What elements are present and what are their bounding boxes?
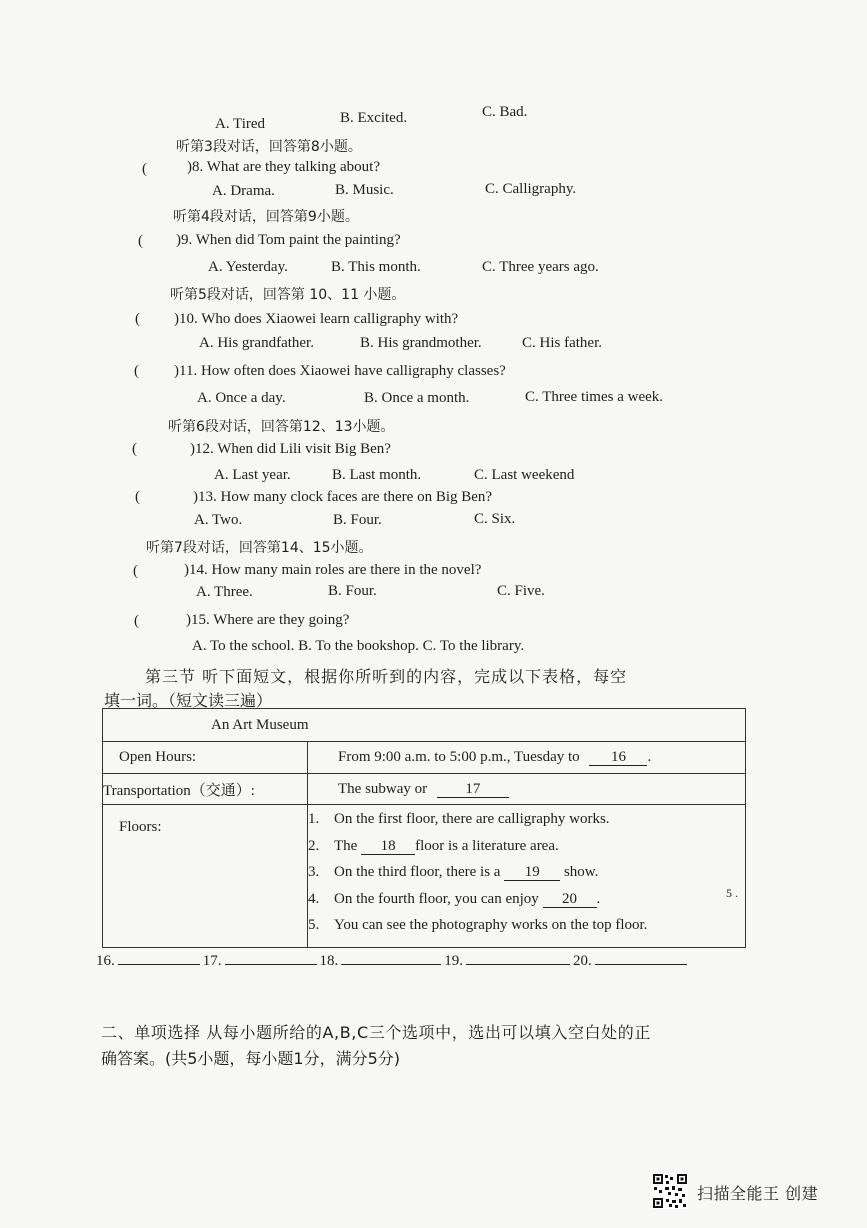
q10-option-b: B. His grandmother. bbox=[360, 335, 482, 351]
answer-line bbox=[96, 950, 687, 970]
open-hours-cell bbox=[308, 742, 746, 774]
q12-option-a: A. Last year. bbox=[214, 467, 291, 483]
q10-option-c: C. His father. bbox=[522, 335, 602, 351]
q15-options: A. To the school. B. To the bookshop. C. To the library. bbox=[192, 638, 525, 654]
answer-18-blank[interactable] bbox=[341, 950, 441, 965]
section-3-heading-cont: 填一词。（短文读三遍） bbox=[104, 691, 273, 710]
answer-16-blank[interactable] bbox=[118, 950, 200, 965]
q7-option-b: B. Excited. bbox=[340, 110, 408, 126]
floor-text-4-post: . bbox=[596, 890, 601, 907]
q7-option-c: C. Bad. bbox=[482, 104, 528, 120]
segment-3-instruction: 听第3段对话，回答第8小题。 bbox=[176, 139, 362, 155]
segment-5-instruction: 听第5段对话，回答第 10、11 小题。 bbox=[170, 287, 406, 303]
table-title: An Art Museum bbox=[103, 709, 746, 742]
answer-17-blank[interactable] bbox=[225, 950, 317, 965]
transportation-label: Transportation（交通）: bbox=[103, 774, 308, 805]
q10-text: )10. Who does Xiaowei learn calligraphy with? bbox=[174, 311, 459, 327]
q9-option-a: A. Yesterday. bbox=[208, 259, 288, 275]
floors-label: Floors: bbox=[103, 805, 308, 948]
q13-paren: ( bbox=[135, 489, 140, 505]
q8-option-b: B. Music. bbox=[335, 182, 394, 198]
q11-option-c: C. Three times a week. bbox=[525, 389, 664, 405]
q13-option-c: C. Six. bbox=[474, 511, 516, 527]
q14-option-b: B. Four. bbox=[328, 583, 377, 599]
blank-20[interactable]: 20 bbox=[543, 892, 597, 908]
segment-6-instruction: 听第6段对话，回答第12、13小题。 bbox=[168, 419, 395, 435]
open-hours-period: . bbox=[647, 749, 652, 765]
floor-text-1: On the first floor, there are calligraphy works. bbox=[334, 811, 610, 827]
q14-paren: ( bbox=[133, 563, 138, 579]
q14-option-a: A. Three. bbox=[196, 584, 253, 600]
q7-option-a: A. Tired bbox=[215, 116, 266, 132]
answer-20-blank[interactable] bbox=[595, 950, 687, 965]
transportation-cell bbox=[308, 774, 746, 805]
q8-paren: ( bbox=[142, 161, 147, 177]
q12-text: )12. When did Lili visit Big Ben? bbox=[190, 441, 391, 457]
answer-19-blank[interactable] bbox=[466, 950, 570, 965]
q9-text: )9. When did Tom paint the painting? bbox=[176, 232, 401, 248]
floor-num-4: 4. bbox=[308, 890, 320, 907]
part-2-heading: 二、单项选择 从每小题所给的A,B,C三个选项中，选出可以填入空白处的正 bbox=[101, 1023, 651, 1042]
open-hours-text: From 9:00 a.m. to 5:00 p.m., Tuesday to bbox=[338, 749, 580, 765]
answer-16-label: 16. bbox=[96, 953, 115, 969]
floor-item-2 bbox=[308, 833, 745, 860]
qr-code-icon bbox=[652, 1173, 688, 1209]
floors-list bbox=[308, 806, 745, 939]
segment-7-instruction: 听第7段对话，回答第14、15小题。 bbox=[146, 540, 373, 556]
answer-18-label: 18. bbox=[319, 953, 339, 969]
floor-text-2-pre: The bbox=[334, 837, 358, 854]
q11-option-b: B. Once a month. bbox=[364, 390, 470, 406]
answer-19-label: 19. bbox=[444, 953, 463, 969]
q9-paren: ( bbox=[138, 233, 143, 249]
q15-text: )15. Where are they going? bbox=[186, 612, 350, 628]
art-museum-table bbox=[102, 708, 746, 948]
floor-item-4 bbox=[308, 886, 745, 913]
floor-text-5: You can see the photography works on the top floor. bbox=[334, 917, 648, 933]
floor-item-5 bbox=[308, 912, 745, 939]
floor-item-1 bbox=[308, 806, 745, 833]
floor-text-3-pre: On the third floor, there is a bbox=[334, 864, 501, 880]
floor-item-3 bbox=[308, 859, 745, 886]
floor-num-3: 3. bbox=[308, 864, 320, 880]
q13-option-b: B. Four. bbox=[333, 512, 382, 528]
q11-option-a: A. Once a day. bbox=[197, 390, 286, 406]
floor-text-3-post: show. bbox=[563, 864, 599, 880]
floor-text-4-pre: On the fourth floor, you can enjoy bbox=[334, 890, 539, 907]
floor-text-2-post: floor is a literature area. bbox=[415, 837, 559, 854]
blank-17[interactable]: 17 bbox=[437, 782, 509, 798]
floors-cell bbox=[308, 805, 746, 948]
q15-paren: ( bbox=[134, 613, 139, 629]
section-3-heading: 第三节 听下面短文，根据你所听到的内容，完成以下表格，每空 bbox=[145, 667, 628, 686]
q10-paren: ( bbox=[135, 311, 140, 327]
q8-text: )8. What are they talking about? bbox=[187, 159, 380, 175]
q11-paren: ( bbox=[134, 363, 139, 379]
floor-num-5: 5. bbox=[308, 917, 320, 933]
q13-text: )13. How many clock faces are there on Big Ben? bbox=[193, 489, 493, 505]
q12-paren: ( bbox=[132, 441, 137, 457]
q12-option-b: B. Last month. bbox=[332, 467, 422, 483]
q9-option-c: C. Three years ago. bbox=[482, 259, 599, 275]
transportation-text: The subway or bbox=[338, 780, 428, 797]
answer-20-label: 20. bbox=[573, 953, 592, 969]
q12-option-c: C. Last weekend bbox=[474, 467, 575, 483]
open-hours-label: Open Hours: bbox=[103, 742, 308, 774]
q13-option-a: A. Two. bbox=[194, 512, 243, 528]
floor-num-2: 2. bbox=[308, 837, 320, 854]
q9-option-b: B. This month. bbox=[331, 259, 421, 275]
q10-option-a: A. His grandfather. bbox=[199, 335, 314, 351]
q14-option-c: C. Five. bbox=[497, 583, 545, 599]
q8-option-a: A. Drama. bbox=[212, 183, 275, 199]
blank-16[interactable]: 16 bbox=[589, 750, 647, 766]
blank-18[interactable]: 18 bbox=[361, 839, 415, 855]
floor-num-1: 1. bbox=[308, 811, 320, 827]
q11-text: )11. How often does Xiaowei have calligraphy classes? bbox=[174, 363, 506, 379]
margin-mark: 5 . bbox=[726, 886, 738, 900]
part-2-heading-cont: 确答案。(共5小题，每小题1分，满分5分) bbox=[101, 1049, 401, 1068]
scanner-watermark: 扫描全能王 创建 bbox=[697, 1184, 819, 1203]
blank-19[interactable]: 19 bbox=[504, 865, 560, 881]
q8-option-c: C. Calligraphy. bbox=[485, 181, 577, 197]
q14-text: )14. How many main roles are there in the novel? bbox=[184, 562, 482, 578]
segment-4-instruction: 听第4段对话，回答第9小题。 bbox=[173, 209, 359, 225]
answer-17-label: 17. bbox=[202, 953, 222, 969]
